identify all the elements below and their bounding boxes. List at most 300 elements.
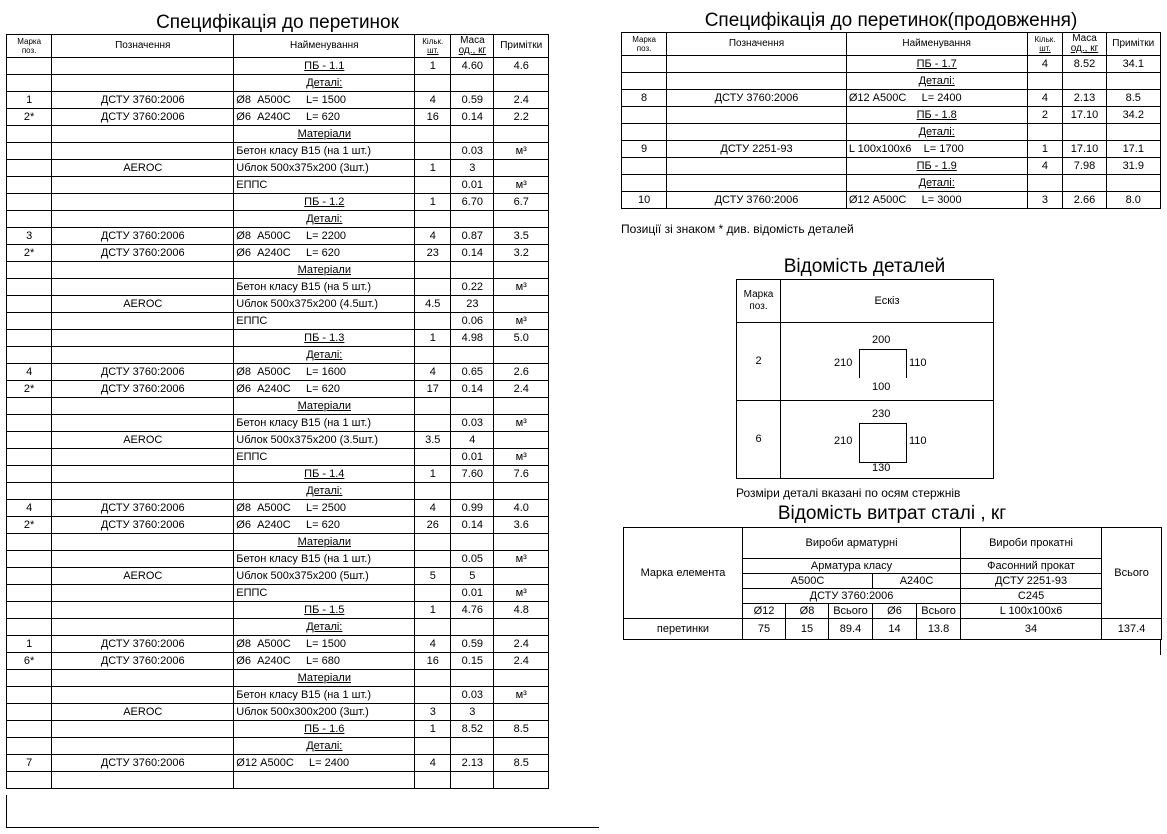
cell-pos: 7: [7, 755, 52, 772]
detail-sketch: [781, 401, 994, 479]
cell-name: Деталі:: [234, 619, 415, 636]
cell-qty: [415, 534, 451, 551]
cell-name: Бетон класу В15 (на 1 шт.): [234, 551, 415, 568]
table-row: [7, 568, 549, 585]
steel-rolled-header: Вироби прокатні: [961, 528, 1102, 559]
table-row-empty: [7, 772, 549, 789]
table-row: [622, 73, 1161, 90]
cell-designation: AEROC: [52, 160, 234, 177]
cell-note: 4.6: [494, 58, 549, 75]
cell-name: Uблок 500х375х200 (3шт.): [234, 160, 415, 177]
table-row: [7, 687, 549, 704]
cell-qty: 4: [415, 364, 451, 381]
cell-pos: 3: [7, 228, 52, 245]
spec-cont-title: Специфікація до перетинок(продовження): [704, 10, 1078, 31]
steel-table: [623, 527, 1162, 640]
cell-designation: [52, 534, 234, 551]
cell-mass: 0.15: [451, 653, 494, 670]
header-mass: Маса од., кг: [451, 35, 494, 58]
cell-pos: [7, 415, 52, 432]
cell-qty: 4: [415, 636, 451, 653]
cell-designation: [52, 483, 234, 500]
frame-bottom-line: [6, 827, 599, 828]
dim-bottom: 130: [872, 462, 891, 474]
table-row: [7, 415, 549, 432]
cell-qty: 4: [415, 755, 451, 772]
table-row: [7, 296, 549, 313]
cell-empty: [7, 772, 52, 789]
table-row: [7, 670, 549, 687]
cell-pos: 6*: [7, 653, 52, 670]
cell-pos: [7, 194, 52, 211]
cell-mass: 4: [451, 432, 494, 449]
cell-pos: [7, 143, 52, 160]
spec-cont-body: [622, 56, 1161, 209]
table-row: [622, 56, 1161, 73]
cell-name: Матеріали: [234, 534, 415, 551]
cell-pos: 1: [7, 92, 52, 109]
cell-designation: AEROC: [52, 568, 234, 585]
table-row: [7, 364, 549, 381]
cell-note: 4.8: [494, 602, 549, 619]
cell-designation: ДСТУ 2251-93: [667, 141, 847, 158]
cell-qty: [415, 449, 451, 466]
cell-designation: [52, 262, 234, 279]
cell-note: м³: [494, 143, 549, 160]
cell-name: Ø6 А240С L= 680: [234, 653, 415, 670]
cell-pos: [622, 158, 667, 175]
cell-pos: [7, 313, 52, 330]
cell-pos: [7, 738, 52, 755]
dim-left: 210: [834, 357, 853, 369]
cell-note: [1106, 175, 1160, 192]
cell-name: ЕППС: [234, 313, 415, 330]
detail-pos: 6: [737, 401, 781, 479]
cell-note: м³: [494, 177, 549, 194]
cell-name: Ø6 А240С L= 620: [234, 517, 415, 534]
cell-empty: [415, 772, 451, 789]
steel-rebar-header: Вироби арматурні: [743, 528, 961, 559]
cell-designation: [52, 619, 234, 636]
cell-note: м³: [494, 687, 549, 704]
cell-note: [494, 347, 549, 364]
cell-qty: 17: [415, 381, 451, 398]
header-marka: Марка поз.: [7, 35, 52, 58]
cell-qty: [415, 262, 451, 279]
cell-empty: [494, 772, 549, 789]
cell-name: Ø8 А500С L= 1500: [234, 92, 415, 109]
cell-mass: 0.87: [451, 228, 494, 245]
cell-note: 5.0: [494, 330, 549, 347]
cell-qty: [415, 143, 451, 160]
cell-note: [494, 211, 549, 228]
cell-note: [1106, 73, 1160, 90]
details-title: Відомість деталей: [783, 256, 946, 277]
cell-mass: 0.14: [451, 517, 494, 534]
cell-pos: [7, 75, 52, 92]
cell-qty: 3.5: [415, 432, 451, 449]
cell-qty: 4: [415, 228, 451, 245]
cell-designation: [52, 585, 234, 602]
cell-note: 2.4: [494, 92, 549, 109]
cell-name: Матеріали: [234, 670, 415, 687]
spec-table: [6, 34, 549, 789]
cell-mass: [451, 262, 494, 279]
cell-mass: [451, 534, 494, 551]
cell-note: [494, 126, 549, 143]
header-name: Найменування: [234, 35, 415, 58]
table-row: [7, 636, 549, 653]
cell-note: 8.5: [494, 721, 549, 738]
cell-qty: [415, 687, 451, 704]
cell-qty: [415, 619, 451, 636]
cell-qty: [415, 126, 451, 143]
table-row: [7, 245, 549, 262]
cell-pos: [7, 449, 52, 466]
cell-designation: [52, 347, 234, 364]
cell-qty: 1: [415, 602, 451, 619]
cell-designation: [52, 75, 234, 92]
cell-name: ЕППС: [234, 177, 415, 194]
cell-note: [494, 704, 549, 721]
frame-right-line: [1160, 640, 1161, 655]
cell-designation: [52, 738, 234, 755]
cell-pos: 2*: [7, 517, 52, 534]
steel-data-row: [624, 619, 1162, 640]
table-row: [7, 449, 549, 466]
header-designation: Позначення: [52, 35, 234, 58]
header-qty: Кільк. шт.: [1027, 33, 1063, 56]
frame-left-line: [6, 795, 7, 828]
cell-name: Ø12 А500С L= 3000: [846, 192, 1027, 209]
cell-mass: 2.66: [1063, 192, 1106, 209]
steel-val-d12: 75: [743, 619, 786, 640]
cell-note: [494, 483, 549, 500]
cell-designation: ДСТУ 3760:2006: [52, 500, 234, 517]
cell-pos: 1: [7, 636, 52, 653]
cell-designation: [52, 194, 234, 211]
cell-mass: [451, 738, 494, 755]
cell-note: 4.0: [494, 500, 549, 517]
cell-name: Ø6 А240С L= 620: [234, 109, 415, 126]
cell-qty: 1: [1027, 141, 1063, 158]
cell-note: 8.0: [1106, 192, 1160, 209]
table-row: [7, 58, 549, 75]
table-row: [7, 211, 549, 228]
cell-qty: 4: [415, 500, 451, 517]
cell-note: [494, 296, 549, 313]
cell-designation: [667, 73, 847, 90]
cell-mass: [451, 75, 494, 92]
cell-mass: 0.59: [451, 92, 494, 109]
dim-bottom: 100: [872, 381, 891, 393]
cell-qty: 3: [1027, 192, 1063, 209]
cell-note: м³: [494, 313, 549, 330]
cell-designation: ДСТУ 3760:2006: [52, 517, 234, 534]
cell-qty: [415, 313, 451, 330]
header-qty: Кільк. шт.: [415, 35, 451, 58]
cell-note: 7.6: [494, 466, 549, 483]
dim-right: 110: [909, 357, 927, 369]
table-row: [7, 75, 549, 92]
cell-qty: 1: [415, 160, 451, 177]
cell-note: [494, 619, 549, 636]
table-row: [622, 107, 1161, 124]
steel-row-name: перетинки: [624, 619, 743, 640]
table-row: [7, 653, 549, 670]
cell-designation: [52, 721, 234, 738]
cell-name: Ø8 А500С L= 1500: [234, 636, 415, 653]
cell-name: Деталі:: [846, 175, 1027, 192]
cell-name: Ø8 А500С L= 2200: [234, 228, 415, 245]
cell-qty: 26: [415, 517, 451, 534]
cell-mass: 0.14: [451, 381, 494, 398]
cell-pos: [7, 687, 52, 704]
cell-designation: [52, 177, 234, 194]
table-row: [7, 279, 549, 296]
cell-name: Ø6 А240С L= 620: [234, 245, 415, 262]
cell-qty: 3: [415, 704, 451, 721]
cell-mass: 3: [451, 704, 494, 721]
cell-mass: 0.03: [451, 415, 494, 432]
table-row: [622, 175, 1161, 192]
cell-note: 2.4: [494, 636, 549, 653]
table-row: [7, 109, 549, 126]
cell-name: Ø8 А500С L= 2500: [234, 500, 415, 517]
cell-name: Ø6 А240С L= 620: [234, 381, 415, 398]
cell-mass: [451, 483, 494, 500]
cell-pos: [622, 56, 667, 73]
cell-name: Uблок 500х375х200 (4.5шт.): [234, 296, 415, 313]
spec-title: Специфікація до перетинок: [156, 12, 399, 33]
cell-qty: 16: [415, 109, 451, 126]
cell-qty: [415, 585, 451, 602]
cell-pos: [7, 585, 52, 602]
cell-mass: 4.60: [451, 58, 494, 75]
cell-designation: [52, 279, 234, 296]
cell-qty: [415, 670, 451, 687]
cell-qty: [415, 738, 451, 755]
cell-designation: [52, 466, 234, 483]
cell-note: [494, 738, 549, 755]
steel-subtotal-1: Всього: [829, 604, 873, 619]
cell-pos: [7, 262, 52, 279]
cell-name: Ø12 А500С L= 2400: [846, 90, 1027, 107]
cell-mass: 0.03: [451, 687, 494, 704]
cell-name: ПБ - 1.2: [234, 194, 415, 211]
cell-name: Uблок 500х300х200 (3шт.): [234, 704, 415, 721]
steel-total-header: Всього: [1102, 528, 1162, 619]
details-header-row: [737, 280, 994, 323]
cell-pos: 2*: [7, 109, 52, 126]
cell-designation: ДСТУ 3760:2006: [52, 92, 234, 109]
cell-designation: ДСТУ 3760:2006: [52, 245, 234, 262]
cell-designation: [52, 330, 234, 347]
cell-note: 34.1: [1106, 56, 1160, 73]
cell-designation: [52, 449, 234, 466]
cell-mass: 0.59: [451, 636, 494, 653]
details-header-sketch: Ескіз: [781, 280, 994, 323]
cell-note: 2.4: [494, 653, 549, 670]
cell-pos: [7, 670, 52, 687]
spec-cont-table: [621, 32, 1161, 209]
cell-note: 2.2: [494, 109, 549, 126]
cell-note: 8.5: [494, 755, 549, 772]
cell-note: 3.2: [494, 245, 549, 262]
table-row: [7, 160, 549, 177]
cell-pos: 9: [622, 141, 667, 158]
cell-qty: [415, 347, 451, 364]
cell-pos: [7, 704, 52, 721]
cell-pos: [622, 124, 667, 141]
cell-name: Бетон класу В15 (на 1 шт.): [234, 415, 415, 432]
cell-pos: [7, 466, 52, 483]
steel-angle: L 100х100х6: [961, 604, 1102, 619]
dim-top: 200: [872, 334, 891, 346]
details-header-marka: Марка поз.: [737, 280, 781, 323]
table-row: [622, 90, 1161, 107]
cell-mass: [451, 398, 494, 415]
cell-designation: [667, 107, 847, 124]
steel-dstu-rebar: ДСТУ 3760:2006: [743, 589, 961, 604]
cell-designation: ДСТУ 3760:2006: [52, 653, 234, 670]
table-row: [7, 347, 549, 364]
cell-pos: [7, 483, 52, 500]
cell-pos: [622, 73, 667, 90]
details-table: [736, 279, 994, 479]
cell-note: 3.6: [494, 517, 549, 534]
steel-val-d6: 14: [873, 619, 917, 640]
cell-pos: [7, 602, 52, 619]
cell-mass: 0.14: [451, 245, 494, 262]
spec-header-row: [7, 35, 549, 58]
table-row: [7, 381, 549, 398]
cell-name: Деталі:: [234, 483, 415, 500]
dim-top: 230: [872, 408, 891, 420]
cell-name: Uблок 500х375х200 (3.5шт.): [234, 432, 415, 449]
cell-designation: ДСТУ 3760:2006: [52, 381, 234, 398]
cell-note: [494, 568, 549, 585]
table-row: [7, 755, 549, 772]
cell-designation: ДСТУ 3760:2006: [52, 228, 234, 245]
cell-mass: 0.65: [451, 364, 494, 381]
cell-mass: 6.70: [451, 194, 494, 211]
cell-designation: ДСТУ 3760:2006: [52, 755, 234, 772]
table-row: [7, 330, 549, 347]
steel-rebar-class: Арматура класу: [743, 559, 961, 574]
table-row: [622, 192, 1161, 209]
cell-note: 6.7: [494, 194, 549, 211]
table-row: [622, 158, 1161, 175]
cell-mass: 8.52: [451, 721, 494, 738]
cell-mass: [451, 211, 494, 228]
table-row: [7, 551, 549, 568]
cell-name: Uблок 500х375х200 (5шт.): [234, 568, 415, 585]
cell-qty: [1027, 124, 1063, 141]
detail-sketch: [781, 323, 994, 401]
table-row: [7, 585, 549, 602]
cell-designation: [52, 398, 234, 415]
cell-pos: [7, 568, 52, 585]
cell-pos: [7, 126, 52, 143]
cell-designation: ДСТУ 3760:2006: [667, 192, 847, 209]
header-name: Найменування: [846, 33, 1027, 56]
cell-note: [494, 432, 549, 449]
cell-qty: [415, 75, 451, 92]
table-row: [622, 141, 1161, 158]
cell-mass: [1063, 73, 1106, 90]
cell-designation: AEROC: [52, 704, 234, 721]
cell-name: Бетон класу В15 (на 1 шт.): [234, 687, 415, 704]
table-row: [7, 738, 549, 755]
table-row: [7, 398, 549, 415]
cell-mass: 17.10: [1063, 107, 1106, 124]
table-row: [7, 466, 549, 483]
dim-left: 210: [834, 435, 853, 447]
cell-mass: 23: [451, 296, 494, 313]
cell-mass: 7.60: [451, 466, 494, 483]
cell-name: Деталі:: [234, 75, 415, 92]
cell-pos: [7, 534, 52, 551]
details-row: [737, 401, 994, 479]
cell-mass: 0.01: [451, 177, 494, 194]
steel-a500: А500С: [743, 574, 873, 589]
cell-name: Деталі:: [234, 347, 415, 364]
cell-name: Ø12 А500С L= 2400: [234, 755, 415, 772]
header-marka: Марка поз.: [622, 33, 667, 56]
cell-note: 2.4: [494, 381, 549, 398]
cell-note: [494, 160, 549, 177]
cell-mass: 8.52: [1063, 56, 1106, 73]
positions-note: Позиції зі знаком * див. відомість деталей: [621, 222, 854, 236]
cell-pos: [7, 177, 52, 194]
cell-note: 3.5: [494, 228, 549, 245]
cell-mass: [451, 619, 494, 636]
steel-val-angle: 34: [961, 619, 1102, 640]
table-row: [7, 602, 549, 619]
details-row: [737, 323, 994, 401]
cell-qty: [1027, 175, 1063, 192]
cell-pos: [622, 107, 667, 124]
cell-mass: 17.10: [1063, 141, 1106, 158]
cell-empty: [234, 772, 415, 789]
cell-qty: 1: [415, 58, 451, 75]
cell-name: Деталі:: [234, 738, 415, 755]
cell-name: ПБ - 1.8: [846, 107, 1027, 124]
steel-row-1: [624, 528, 1162, 559]
cell-pos: [7, 58, 52, 75]
cell-qty: 1: [415, 194, 451, 211]
cell-pos: [7, 296, 52, 313]
table-row: [622, 124, 1161, 141]
cell-qty: 2: [1027, 107, 1063, 124]
cell-note: 8.5: [1106, 90, 1160, 107]
table-row: [7, 194, 549, 211]
cell-mass: [451, 347, 494, 364]
cell-qty: 4: [415, 92, 451, 109]
cell-note: 34.2: [1106, 107, 1160, 124]
steel-val-total2: 13.8: [917, 619, 961, 640]
cell-note: м³: [494, 585, 549, 602]
cell-mass: 0.01: [451, 449, 494, 466]
header-notes: Примітки: [1106, 33, 1160, 56]
cell-mass: 5: [451, 568, 494, 585]
cell-mass: 2.13: [1063, 90, 1106, 107]
cell-designation: AEROC: [52, 432, 234, 449]
cell-designation: [52, 143, 234, 160]
cell-mass: [451, 670, 494, 687]
cell-qty: [415, 551, 451, 568]
